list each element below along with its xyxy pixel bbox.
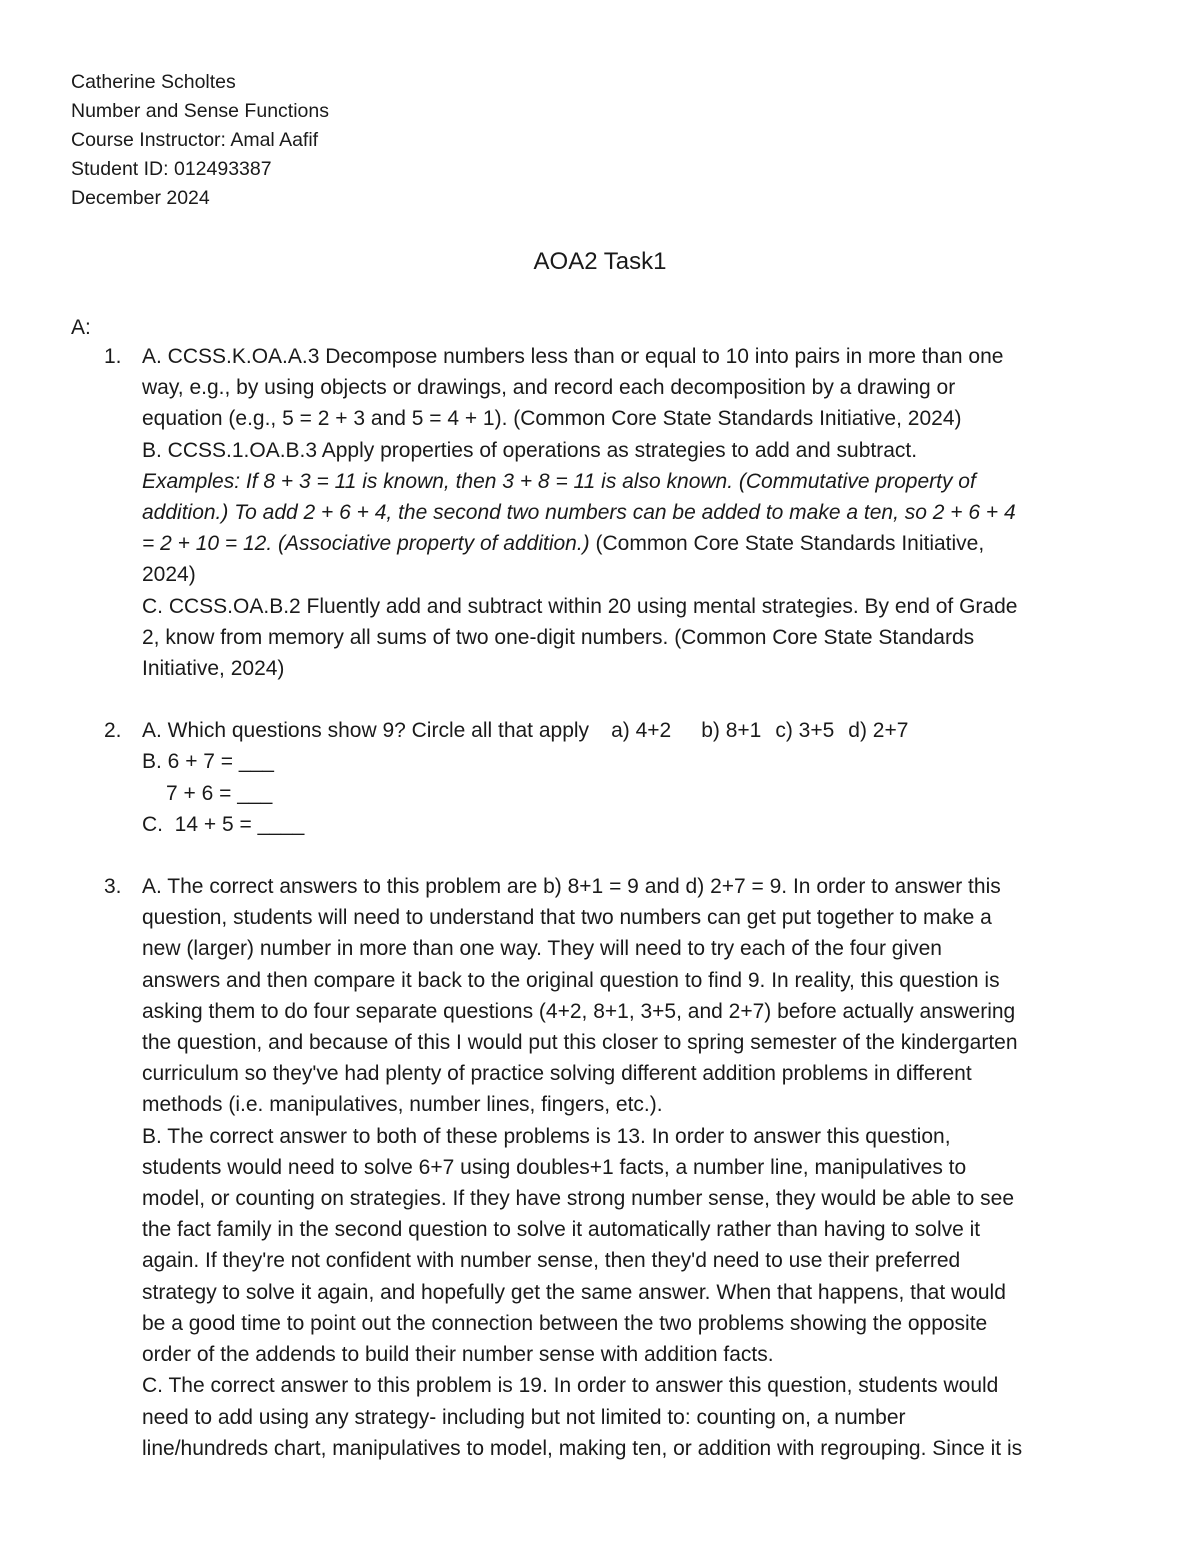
answer-option-a: a) 4+2: [611, 719, 672, 743]
answer-explanation-line: methods (i.e. manipulatives, number lines, fingers, etc.).: [142, 1093, 663, 1117]
italic-example-text: = 2 + 10 = 12. (Associative property of addition.): [142, 532, 590, 556]
list-item-1: [0, 341, 1130, 684]
standard-b-example-line: addition.) To add 2 + 6 + 4, the second two numbers can be added to make a ten, so 2 + 6 + 4: [142, 501, 1016, 525]
answer-explanation-line: the question, and because of this I would put this closer to spring semester of the kindergarten: [142, 1031, 1018, 1055]
answer-explanation-line: question, students will need to understand that two numbers can get put together to make a: [142, 906, 992, 930]
section-label: A:: [71, 316, 91, 339]
standard-a-line: equation (e.g., 5 = 2 + 3 and 5 = 4 + 1). (Common Core State Standards Initiative, 2024): [142, 407, 962, 431]
answer-explanation-line: students would need to solve 6+7 using doubles+1 facts, a number line, manipulatives to: [142, 1155, 967, 1179]
document-header: [71, 68, 329, 213]
standard-b-example-line: Examples: If 8 + 3 = 11 is known, then 3 + 8 = 11 is also known. (Commutative property of: [142, 469, 976, 493]
question-a-prompt: A. Which questions show 9? Circle all that apply: [142, 719, 590, 743]
question-b-line: B. 6 + 7 = ___: [142, 750, 274, 774]
answer-explanation-line: curriculum so they've had plenty of practice solving different addition problems in different: [142, 1062, 972, 1086]
list-item-3: [0, 871, 1130, 1464]
course-name: Number and Sense Functions: [71, 100, 329, 122]
list-number: 2.: [104, 719, 122, 743]
numbered-list: [0, 341, 1200, 1464]
answer-explanation-line: A. The correct answers to this problem are b) 8+1 = 9 and d) 2+7 = 9. In order to answer this: [142, 875, 1001, 899]
answer-explanation-line: C. The correct answer to this problem is 19. In order to answer this question, students would: [142, 1374, 999, 1398]
question-c-line: C. 14 + 5 = ____: [142, 812, 305, 836]
answer-option-c: c) 3+5: [775, 719, 835, 743]
answer-explanation-line: need to add using any strategy- including but not limited to: counting on, a number: [142, 1405, 906, 1429]
standard-c-line: Initiative, 2024): [142, 657, 285, 681]
standard-c-line: 2, know from memory all sums of two one-digit numbers. (Common Core State Standards: [142, 625, 975, 649]
standard-c-line: C. CCSS.OA.B.2 Fluently add and subtract within 20 using mental strategies. By end of Grade: [142, 594, 1018, 618]
standard-b-line: B. CCSS.1.OA.B.3 Apply properties of operations as strategies to add and subtract.: [142, 438, 918, 462]
course-instructor: Course Instructor: Amal Aafif: [71, 129, 319, 151]
answer-explanation-line: asking them to do four separate questions (4+2, 8+1, 3+5, and 2+7) before actually answering: [142, 999, 1016, 1023]
list-number: 1.: [104, 345, 122, 368]
question-b-line: 7 + 6 = ___: [166, 781, 273, 805]
list-item-2: [0, 715, 1130, 840]
answer-explanation-line: model, or counting on strategies. If they have strong number sense, they would be able to see: [142, 1187, 1015, 1211]
answer-explanation-line: B. The correct answer to both of these problems is 13. In order to answer this question,: [142, 1124, 951, 1148]
answer-explanation-line: the fact family in the second question to solve it automatically rather than having to solve it: [142, 1218, 981, 1242]
answer-explanation-line: strategy to solve it again, and hopefully get the same answer. When that happens, that would: [142, 1280, 1006, 1304]
student-id: Student ID: 012493387: [71, 158, 272, 180]
answer-option-d: d) 2+7: [848, 719, 909, 743]
answer-explanation-line: be a good time to point out the connection between the two problems showing the opposite: [142, 1311, 988, 1335]
document-date: December 2024: [71, 187, 210, 209]
standard-b-line: 2024): [142, 563, 196, 587]
standard-a-line: A. CCSS.K.OA.A.3 Decompose numbers less than or equal to 10 into pairs in more than one: [142, 345, 1004, 368]
answer-explanation-line: line/hundreds chart, manipulatives to model, making ten, or addition with regrouping. Since it is: [142, 1436, 1023, 1460]
question-a-line: [142, 715, 1130, 746]
standard-a-line: way, e.g., by using objects or drawings, and record each decomposition by a drawing or: [142, 376, 956, 400]
list-number: 3.: [104, 875, 122, 899]
author-name: Catherine Scholtes: [71, 71, 236, 93]
answer-explanation-line: new (larger) number in more than one way. They will need to try each of the four given: [142, 937, 942, 961]
answer-explanation-line: answers and then compare it back to the original question to find 9. In reality, this question is: [142, 968, 1000, 992]
standard-b-example-line: [142, 528, 1130, 559]
answer-explanation-line: again. If they're not confident with number sense, then they'd need to use their preferred: [142, 1249, 961, 1273]
page-title: AOA2 Task1: [533, 248, 667, 275]
answer-explanation-line: order of the addends to build their number sense with addition facts.: [142, 1343, 774, 1367]
citation-text: (Common Core State Standards Initiative,: [589, 532, 985, 556]
answer-option-b: b) 8+1: [701, 719, 762, 743]
